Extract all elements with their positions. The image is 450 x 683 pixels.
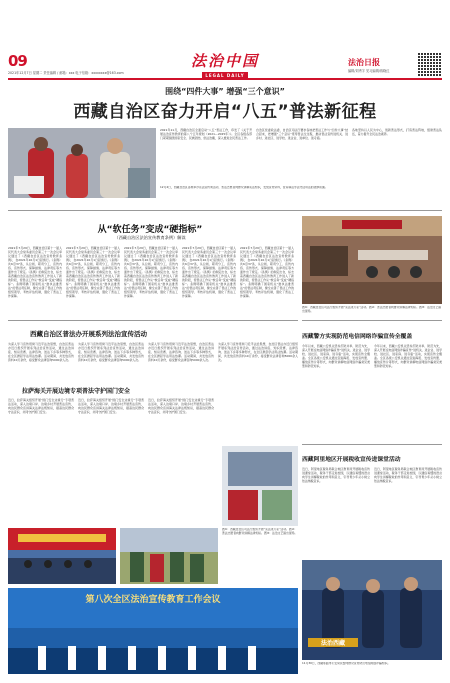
- article-1-body-col5: 2021年7月29日，西藏自治区第十一届人民代表大会常务委员会第三十一次会议审议通过了《西藏自治区法治宣传教育条例》，自2021年10月1日起施行。《条例》共6章37条，从总则、职责分工、宣传内容、宣传形式、保障措施、法律责任等方面作出了规定。《条例》的制定出台，标志着西藏自治区法治宣传教育工作进入了新的阶段，使普法工作从“软任务”变成“硬指标”。条例明确了国家机关“谁执法谁普法”的普法责任制，健全完善了普法工作的组织领导、考核评估机制，强化了普法工作保障。: [240, 246, 294, 298]
- article-2-headline: 西藏自治区普法办开展系列法治宣传活动: [30, 330, 147, 338]
- article-1-body-col2: 2021年7月29日，西藏自治区第十一届人民代表大会常务委员会第三十一次会议审议通过了《西藏自治区法治宣传教育条例》，自2021年10月1日起施行。《条例》共6章37条，从总则、职责分工、宣传内容、宣传形式、保障措施、法律责任等方面作出了规定。《条例》的制定出台，标志着西藏自治区法治宣传教育工作进入了新的阶段，使普法工作从“软任务”变成“硬指标”。条例明确了国家机关“谁执法谁普法”的普法责任制，健全完善了普法工作的组织领导、考核评估机制，强化了普法工作保障。: [66, 246, 120, 298]
- article-1-headline: 从“软任务”变成“硬指标”: [97, 225, 203, 235]
- article-5-body-col2: 近日，阿里地区税务局联合地区教育局开展税收宣传进课堂活动，税务干部走进校园，以通俗易懂的语言向学生讲解税收的作用和意义，引导青少年从小树立依法纳税意识。: [374, 467, 442, 483]
- article-3-body-col2: 近日，拉萨海关组织开展“国门安全边境行”专项普法活动，深入边境口岸、边境乡村开展普法宣传，向边民群众宣讲海关法律法规知识，提高边民群众守法意识，共同守护国门安全。: [78, 398, 144, 414]
- lead-kicker: 围绕“四件大事” 增强“三个意识”: [165, 87, 285, 96]
- article-5-body-col1: 近日，阿里地区税务局联合地区教育局开展税收宣传进课堂活动，税务干部走进校园，以通俗易懂的语言向学生讲解税收的作用和意义，引导青少年从小树立依法纳税意识。: [302, 467, 370, 483]
- event-photo-1: [8, 528, 116, 584]
- article-1-subhead: （西藏自治区法治宣传教育条例）解读: [114, 235, 186, 240]
- masthead-title: 法治中国: [190, 52, 259, 70]
- article-2-body-col2: 为深入学习宣传贯彻习近平法治思想，自治区普法办近日组织开展系列法治宣传活动，通过法治讲座、知识竞赛、法律咨询、送法下乡等多种形式，在全区掀起学法用法热潮。活动期间，共发放宣传资料10万余份，接受群众法律咨询5000余人次。: [78, 342, 144, 362]
- lead-body-col1: 2021年11月，西藏自治区全面启动“八五”普法工作，印发了《关于开展法治宣传教育的第八个五年规划（2021—2025年）》。全区各级各部门紧紧围绕国家安全、民族团结、依法治藏，深入推进全民普法工作。: [160, 128, 252, 140]
- event-photo-2: [120, 528, 218, 584]
- article-3-headline: 拉萨海关开展边境专项普法守护国门安全: [22, 388, 131, 395]
- article-1-body-col3: 2021年7月29日，西藏自治区第十一届人民代表大会常务委员会第三十一次会议审议通过了《西藏自治区法治宣传教育条例》，自2021年10月1日起施行。《条例》共6章37条，从总则、职责分工、宣传内容、宣传形式、保障措施、法律责任等方面作出了规定。《条例》的制定出台，标志着西藏自治区法治宣传教育工作进入了新的阶段，使普法工作从“软任务”变成“硬指标”。条例明确了国家机关“谁执法谁普法”的普法责任制，健全完善了普法工作的组织领导、考核评估机制，强化了普法工作保障。: [124, 246, 178, 298]
- section-divider: [8, 210, 442, 211]
- people-photo-icon: [8, 128, 156, 198]
- masthead-subtitle: LEGAL DAILY: [202, 72, 248, 79]
- promo-photo-small: [222, 446, 298, 526]
- article-2-body-col4: 为深入学习宣传贯彻习近平法治思想，自治区普法办近日组织开展系列法治宣传活动，通过法治讲座、知识竞赛、法律咨询、送法下乡等多种形式，在全区掀起学法用法热潮。活动期间，共发放宣传资料10万余份，接受群众法律咨询5000余人次。: [218, 342, 298, 362]
- article-1-body-col4: 2021年7月29日，西藏自治区第十一届人民代表大会常务委员会第三十一次会议审议通过了《西藏自治区法治宣传教育条例》，自2021年10月1日起施行。《条例》共6章37条，从总则、职责分工、宣传内容、宣传形式、保障措施、法律责任等方面作出了规定。《条例》的制定出台，标志着西藏自治区法治宣传教育工作进入了新的阶段，使普法工作从“软任务”变成“硬指标”。条例明确了国家机关“谁执法谁普法”的普法责任制，健全完善了普法工作的组织领导、考核评估机制，强化了普法工作保障。: [182, 246, 236, 298]
- lead-body-col2: 自治区党委政法委、自治区司法厅要求各地把普法工作与“四件大事”结合起来，把增强“三个意识”贯穿普法全过程，推动普法宣传进机关、进乡村、进社区、进学校、进企业、进单位、进寺庙。: [256, 128, 348, 140]
- page-number: 09: [8, 52, 27, 70]
- lead-photo-caption: 12月4日，西藏自治区各地举办宪法宣传周活动，普法志愿者向群众讲解宪法知识，发放宣传资料，营造尊法学法守法用法的浓厚氛围。: [160, 186, 328, 189]
- article-5-headline: 西藏阿里地区开展税收宣传进课堂活动: [302, 457, 401, 463]
- article-1-body-col1: 2021年7月29日，西藏自治区第十一届人民代表大会常务委员会第三十一次会议审议通过了《西藏自治区法治宣传教育条例》，自2021年10月1日起施行。《条例》共6章37条，从总则、职责分工、宣传内容、宣传形式、保障措施、法律责任等方面作出了规定。《条例》的制定出台，标志着西藏自治区法治宣传教育工作进入了新的阶段，使普法工作从“软任务”变成“硬指标”。条例明确了国家机关“谁执法谁普法”的普法责任制，健全完善了普法工作的组织领导、考核评估机制，强化了普法工作保障。: [8, 246, 62, 298]
- paper-name: 法治日报: [348, 57, 380, 67]
- section-divider-3: [302, 320, 442, 321]
- section-divider-4: [302, 444, 442, 445]
- lead-body-col3: 各地坚持以人民为中心，创新普法形式，打造普法阵地，组建普法队伍，着力提升全民法治素养。: [352, 128, 442, 136]
- promo-photo-caption: 图①：西藏自治区司法厅组织开展“宪法进万家”活动。图②：普法志愿者向群众讲解法律知识。图③：法治文艺演出现场。: [222, 528, 298, 535]
- conference-banner-text: 第八次全区法治宣传教育工作会议: [85, 595, 221, 605]
- lead-photo: [8, 128, 156, 198]
- article-2-body-col1: 为深入学习宣传贯彻习近平法治思想，自治区普法办近日组织开展系列法治宣传活动，通过法治讲座、知识竞赛、法律咨询、送法下乡等多种形式，在全区掀起学法用法热潮。活动期间，共发放宣传资料10万余份，接受群众法律咨询5000余人次。: [8, 342, 74, 362]
- article-4-headline: 西藏警方实现防范电信网络诈骗宣传全覆盖: [302, 334, 413, 340]
- lead-headline: 西藏自治区奋力开启“八五”普法新征程: [73, 102, 377, 122]
- conference-photo: [8, 588, 298, 674]
- article-4-body-col1: 今年以来，西藏公安机关坚持打防并举、防范为先，深入开展反电信网络诈骗宣传“进机关、进企业、进学校、进社区、进家庭、进寺庙”活动，实现宣传全覆盖。全区各级公安机关通过张贴海报、发放宣传册、播放宣传片等形式，向群众讲解电信网络诈骗常见类型和防范知识。: [302, 344, 370, 368]
- police-photo-caption: 11月30日，西藏那曲市公安局民警向群众宣传防范电信网络诈骗知识。: [302, 662, 391, 665]
- meeting-photo-caption: 图①：西藏自治区司法厅组织开展“宪法进万家”活动。图②：普法志愿者向群众讲解法律知识。图③：法治文艺演出现场。: [302, 306, 442, 313]
- article-2-body-col3: 为深入学习宣传贯彻习近平法治思想，自治区普法办近日组织开展系列法治宣传活动，通过法治讲座、知识竞赛、法律咨询、送法下乡等多种形式，在全区掀起学法用法热潮。活动期间，共发放宣传资料10万余份，接受群众法律咨询5000余人次。: [148, 342, 214, 362]
- editors-line: 编辑/刘秀宇 见习编辑/蒋晓红: [348, 69, 390, 73]
- article-3-body-col3: 近日，拉萨海关组织开展“国门安全边境行”专项普法活动，深入边境口岸、边境乡村开展普法宣传，向边民群众宣讲海关法律法规知识，提高边民群众守法意识，共同守护国门安全。: [148, 398, 214, 414]
- article-4-body-col2: 今年以来，西藏公安机关坚持打防并举、防范为先，深入开展反电信网络诈骗宣传“进机关、进企业、进学校、进社区、进家庭、进寺庙”活动，实现宣传全覆盖。全区各级公安机关通过张贴海报、发放宣传册、播放宣传片等形式，向群众讲解电信网络诈骗常见类型和防范知识。: [374, 344, 442, 368]
- police-sign-text: 法治西藏: [308, 638, 358, 647]
- meeting-photo: [302, 216, 442, 304]
- qr-code-icon[interactable]: [418, 52, 442, 76]
- header-rule: [8, 78, 442, 80]
- article-3-body-col1: 近日，拉萨海关组织开展“国门安全边境行”专项普法活动，深入边境口岸、边境乡村开展普法宣传，向边民群众宣讲海关法律法规知识，提高边民群众守法意识，共同守护国门安全。: [8, 398, 74, 414]
- dateline: 2021年12月7日 星期二 责任编辑 / 邮箱：xxx 电子信箱：xxxxxxxx@163.com: [8, 71, 124, 75]
- police-photo: [302, 560, 442, 660]
- section-divider-2: [8, 320, 298, 321]
- masthead: [180, 50, 270, 79]
